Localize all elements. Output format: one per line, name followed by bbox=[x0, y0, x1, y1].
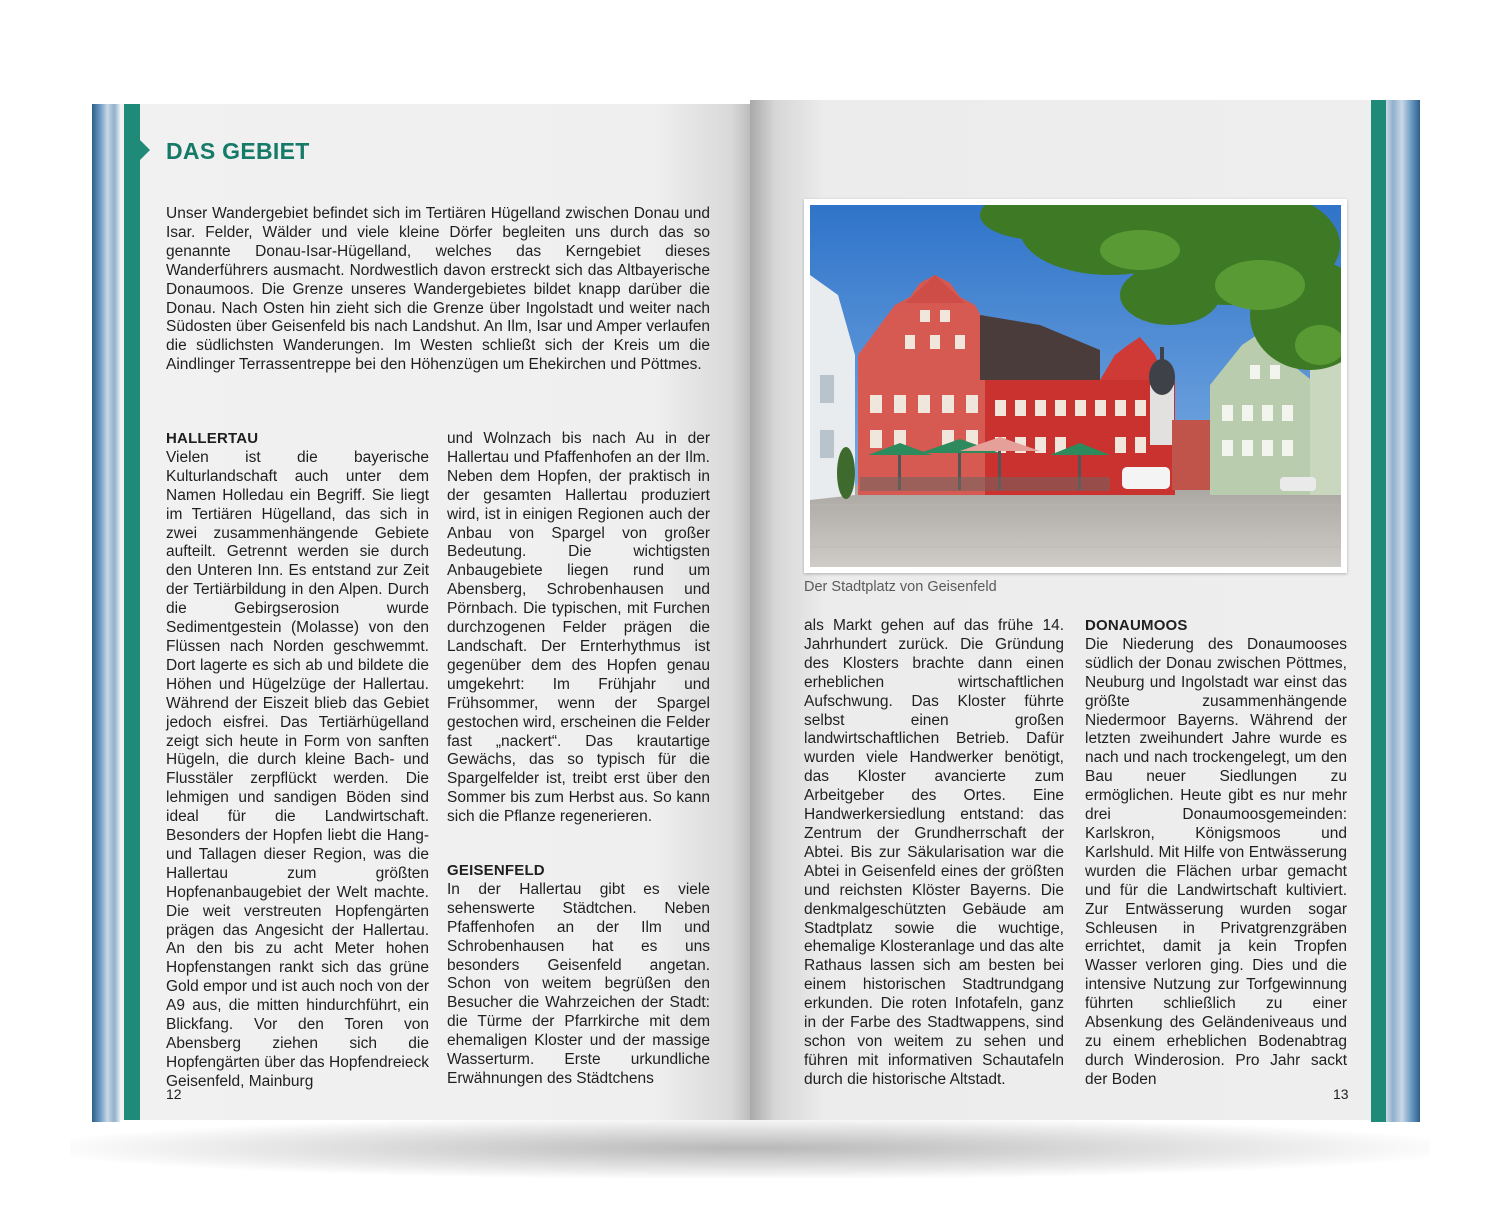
left-column-1 bbox=[166, 430, 429, 1092]
book-cover-left-edge bbox=[92, 104, 120, 1122]
photo-frame bbox=[804, 199, 1347, 573]
left-accent-bar bbox=[124, 104, 140, 1120]
title-marker-icon bbox=[140, 140, 150, 160]
geisenfeld-paragraph: In der Hallertau gibt es viele sehenswerte Städtchen. Neben Pfaffenhofen an der Ilm und Schrobenhausen hat es uns besonders Geisenfeld angetan. Schon von weitem begrüßen den Besucher die Wahrzeichen der Stadt: die Türme der Pfarrkirche mit dem ehemaligen Kloster und der massige Wasserturm. Erste urkundliche Erwähnungen des Städtchens bbox=[447, 880, 710, 1087]
section-heading-hallertau: HALLERTAU bbox=[166, 430, 259, 447]
right-accent-bar bbox=[1371, 100, 1386, 1122]
donaumoos-paragraph: Die Niederung des Donaumooses südlich der Donau zwischen Pöttmes, Neuburg und Ingolstadt war einst das größte zusammenhängende Niedermoor Bayerns. Während der letzten zweihundert Jahre wurde es nach und nach trockengelegt, um den Bau neuer Siedlungen zu ermöglichen. Heute gibt es nur mehr drei Donaumoosgemeinden: Karlskron, Königsmoos und Karlshuld. Mit Hilfe von Entwässerung wurden die Flächen urbar gemacht und für die Landwirtschaft kultiviert. Zur Entwässerung wurden sogar Schleusen in Privatgrenzgräben errichtet, damit ja kein Tropfen Wasser verloren ging. Dies und die intensive Nutzung zur Torfgewinnung führten schließlich zu einer Absenkung des Geländeniveaus und zu einem erheblichen Bodenabtrag durch Winderosion. Pro Jahr sackt der Boden bbox=[1085, 635, 1347, 1088]
section-heading-donaumoos: DONAUMOOS bbox=[1085, 617, 1188, 634]
right-column-2 bbox=[1085, 617, 1347, 1090]
section-heading-geisenfeld: GEISENFELD bbox=[447, 862, 545, 880]
intro-paragraph: Unser Wandergebiet befindet sich im Tertiären Hügelland zwischen Donau und Isar. Felder, Wälder und viele kleine Dörfer begleiten uns durch das so genannte Donau-Isar-Hügelland, welches das Kerngebiet dieses Wanderführers ausmacht. Nordwestlich davon erstreckt sich das Altbayerische Donaumoos. Die Grenze unseres Wandergebietes bildet knapp darüber die Donau. Nach Osten hin zieht sich die Grenze über Ingolstadt und weiter nach Südosten über Geisenfeld bis nach Landshut. An Ilm, Isar und Amper verlaufen die südlichsten Wanderungen. Im Westen schließt sich der Kreis um die Aindlinger Terrassentreppe bei den Höhenzügen um Ehekirchen und Pöttmes. bbox=[166, 205, 710, 374]
geisenfeld-paragraph-continued: als Markt gehen auf das frühe 14. Jahrhundert zurück. Die Gründung des Klosters brachte dann einen erheblichen wirtschaftlichen Aufschwung. Das Kloster führte selbst einen großen landwirtschaftlichen Betrieb. Dafür wurden viele Handwerker benötigt, das Kloster avancierte zum Arbeitgeber des Ortes. Eine Handwerkersiedlung entstand: das Zentrum der Grundherrschaft der Abtei. Bis zur Säkularisation war die Abtei in Geisenfeld eines der größten und reichsten Klöster Bayerns. Die denkmalgeschützten Gebäude am Stadtplatz sowie die wuchtige, ehemalige Klosteranlage und das alte Rathaus lassen sich am besten bei einem historischen Stadtrundgang erkunden. Die roten Infotafeln, ganz in der Farbe des Stadtwappens, sind schon von weitem zu sehen und führen mit informativen Schautafeln durch die historische Altstadt. bbox=[804, 617, 1064, 1088]
book-shadow bbox=[70, 1118, 1430, 1178]
hallertau-paragraph-continued: und Wolnzach bis nach Au in der Hallertau und Pfaffenhofen an der Ilm. Neben dem Hopfen, der praktisch in der gesamten Hallertau produziert wird, ist in einigen Regionen auch der Anbau von Spargel von großer Bedeutung. Die wichtigsten Anbaugebiete liegen rund um Abensberg, Schrobenhausen und Pörnbach. Die typischen, mit Furchen durchzogenen Felder prägen die Landschaft. Der Ernterhythmus ist gegenüber dem des Hopfen genau umgekehrt: Im Frühjahr und Frühsommer, wenn der Spargel gestochen wird, erscheinen die Felder fast „nackert“. Das krautartige Gewächs, das so typisch für die Spargelfelder ist, treibt erst über den Sommer bis zum Herbst aus. So kann sich die Pflanze regenerieren. bbox=[447, 430, 710, 826]
left-column-2 bbox=[447, 430, 710, 1089]
right-column-1 bbox=[804, 617, 1064, 1090]
page-number-left: 12 bbox=[166, 1086, 182, 1102]
book-cover-right-edge bbox=[1384, 100, 1420, 1122]
town-square-photo bbox=[810, 205, 1341, 567]
hallertau-paragraph: Vielen ist die bayerische Kulturlandschaft auch unter dem Namen Holledau ein Begriff. Sie liegt im Tertiären Hügelland, das sich in zwei zusammenhängende Gebiete aufteilt. Getrennt werden sie durch den Unteren Inn. Es entstand zur Zeit der Tertiärbildung in den Alpen. Durch die Gebirgserosion wurde Sedimentgestein (Molasse) von den Flüssen nach Norden geschwemmt. Dort lagerte es sich ab und bildete die Höhen und Hügelzüge der Hallertau. Während der Eiszeit blieb das Gebiet jedoch eisfrei. Das Tertiärhügelland zeigt sich heute in Form von sanften Hügeln, die durch kleine Bach- und Flusstäler zerpflückt werden. Die lehmigen und sandigen Böden sind ideal für die Landwirtschaft. Besonders der Hopfen liebt die Hang- und Tallagen dieser Region, was die Hallertau zum größten Hopfenanbaugebiet der Welt machte. Die weit verstreuten Hopfengärten prägen das Angesicht der Hallertau. An den bis zu acht Meter hohen Hopfenstangen rankt sich das grüne Gold empor und ist auch noch von der A9 aus, die mitten hindurchführt, ein Blickfang. Vor den Toren von Abensberg ziehen sich die Hopfengärten über das Hopfendreieck Geisenfeld, Mainburg bbox=[166, 448, 429, 1090]
photo-caption: Der Stadtplatz von Geisenfeld bbox=[804, 579, 997, 595]
page-number-right: 13 bbox=[1333, 1086, 1349, 1102]
page-title: DAS GEBIET bbox=[166, 138, 310, 164]
